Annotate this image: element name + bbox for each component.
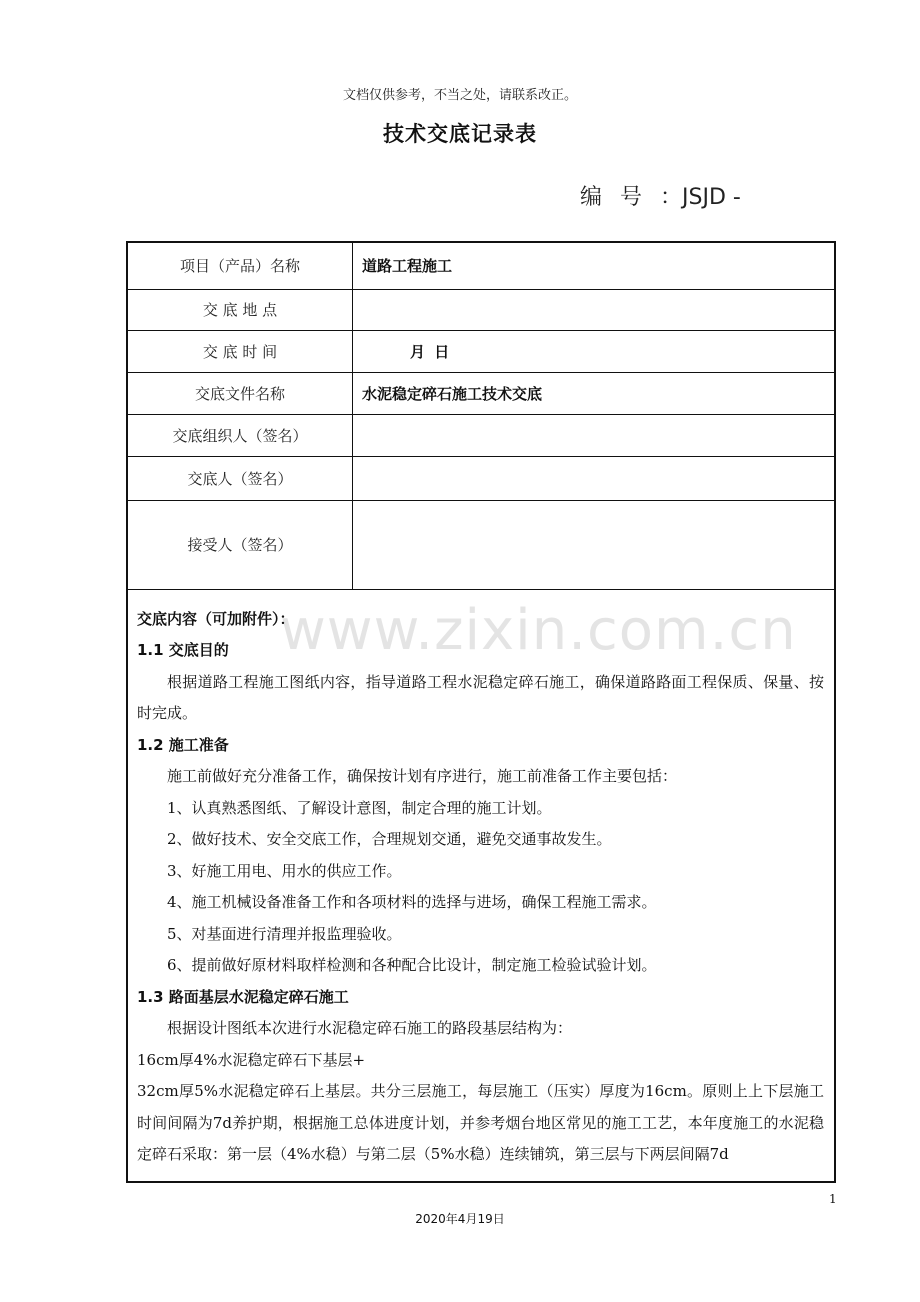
- list-item: 1、认真熟悉图纸、了解设计意图，制定合理的施工计划。: [167, 798, 552, 817]
- page-number: 1: [829, 1192, 837, 1206]
- document-disclaimer: 文档仅供参考，不当之处，请联系改正。: [342, 88, 577, 103]
- record-form: [126, 241, 836, 1183]
- paragraph: 32cm厚5%水泥稳定碎石上基层。共分三层施工，每层施工（压实）厚度为16cm。原则上上下层施工时间间隔为7d养护期，根据施工总体进度计划，并参考烟台地区常见的施工工艺，本年度施工的水泥稳定碎石采取：第一层（4%水稳）与第二层（5%水稳）连续铺筑，第三层与下两层间隔7d: [137, 1082, 824, 1163]
- table-row: [128, 330, 834, 372]
- row-label-document: 交底文件名称: [128, 372, 353, 414]
- footer-date: 2020年4月19日: [415, 1212, 505, 1226]
- paragraph: 根据设计图纸本次进行水泥稳定碎石施工的路段基层结构为：: [167, 1019, 573, 1037]
- info-table: [128, 243, 834, 590]
- row-value-time: [353, 330, 835, 372]
- row-value-document: 水泥稳定碎石施工技术交底: [353, 372, 835, 414]
- document-number-value: ：JSJD -: [660, 185, 741, 210]
- paragraph: 施工前做好充分准备工作，确保按计划有序进行，施工前准备工作主要包括：: [167, 767, 678, 785]
- list-item: 6、提前做好原材料取样检测和各种配合比设计，制定施工检验试验计划。: [167, 956, 657, 974]
- row-label-presenter: 交底人（签名）: [128, 456, 353, 500]
- document-number: [580, 180, 741, 211]
- date-value: 月 日: [410, 342, 452, 361]
- row-label-receiver: 接受人（签名）: [128, 500, 353, 589]
- row-label-time: 交 底 时 间: [128, 330, 353, 372]
- content-section: [128, 604, 834, 1171]
- row-value-presenter: [353, 456, 835, 500]
- table-row: [128, 500, 834, 589]
- list-item: 5、对基面进行清理并报监理验收。: [167, 924, 402, 943]
- list-item: 4、施工机械设备准备工作和各项材料的选择与进场，确保工程施工需求。: [167, 893, 657, 911]
- list-item: 3、好施工用电、用水的供应工作。: [167, 861, 402, 880]
- section-heading-1-2: 1.2 施工准备: [137, 735, 229, 754]
- section-heading-1-3: 1.3 路面基层水泥稳定碎石施工: [137, 987, 349, 1006]
- row-label-project: 项目（产品）名称: [128, 243, 353, 289]
- table-row: [128, 243, 834, 289]
- row-value-organizer: [353, 414, 835, 456]
- table-row: [128, 289, 834, 330]
- row-value-location: [353, 289, 835, 330]
- page-title: 技术交底记录表: [383, 122, 537, 146]
- paragraph: 根据道路工程施工图纸内容，指导道路工程水泥稳定碎石施工，确保道路路面工程保质、保量、按时完成。: [137, 672, 824, 722]
- table-row: [128, 456, 834, 500]
- row-label-organizer: 交底组织人（签名）: [128, 414, 353, 456]
- document-number-label: 编号: [580, 185, 661, 210]
- paragraph: 16cm厚4%水泥稳定碎石下基层+: [137, 1050, 366, 1069]
- row-label-location: 交 底 地 点: [128, 289, 353, 330]
- section-heading-1-1: 1.1 交底目的: [137, 641, 229, 659]
- row-value-receiver: [353, 500, 835, 589]
- row-value-project: 道路工程施工: [353, 243, 835, 289]
- content-heading: 交底内容（可加附件）：: [137, 609, 295, 628]
- list-item: 2、做好技术、安全交底工作，合理规划交通，避免交通事故发生。: [167, 830, 612, 848]
- table-row: [128, 372, 834, 414]
- table-row: [128, 414, 834, 456]
- watermark: www.zixin.com.cn: [280, 598, 797, 663]
